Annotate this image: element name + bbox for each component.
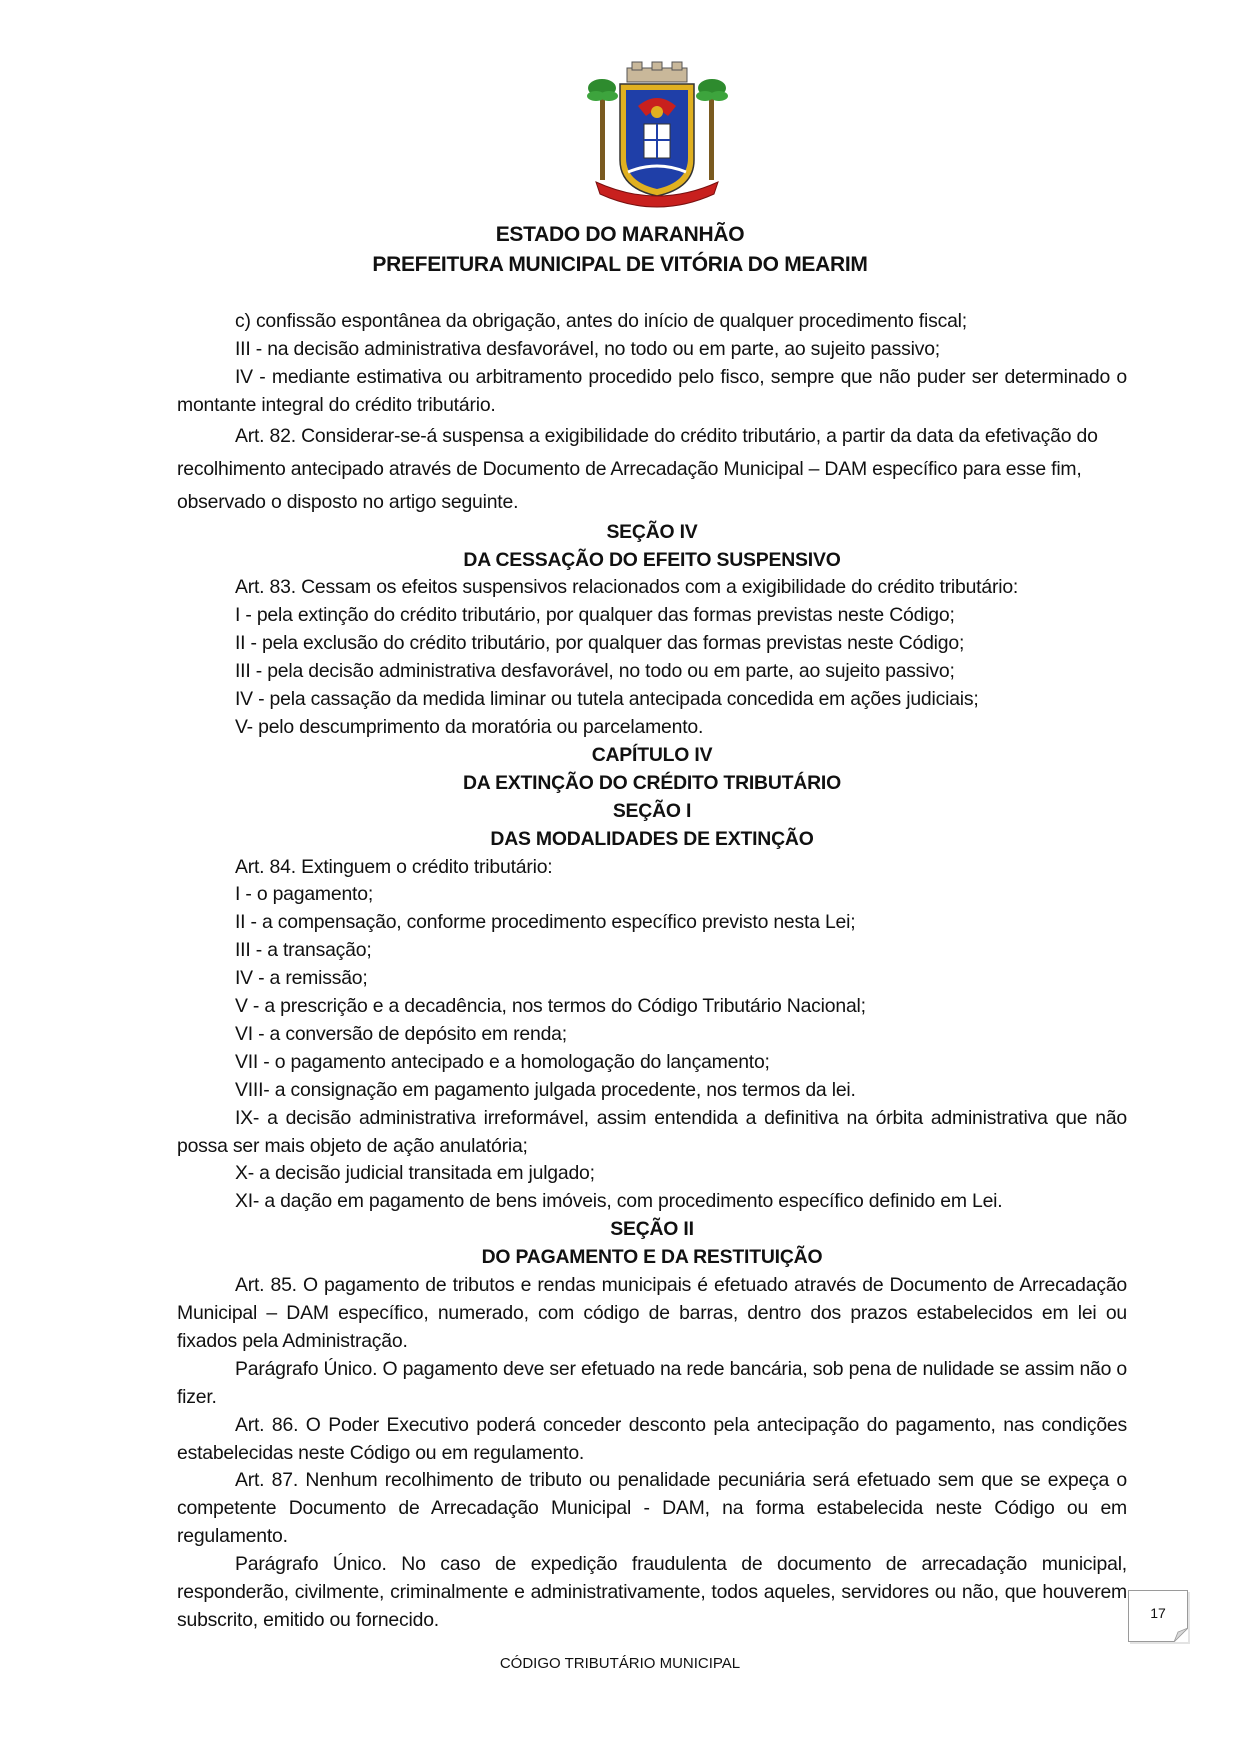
list-item: VII - o pagamento antecipado e a homologação do lançamento; (235, 1050, 770, 1073)
section-heading: SEÇÃO II (610, 1218, 694, 1241)
municipal-coat-of-arms (582, 60, 732, 210)
list-item: XI- a dação em pagamento de bens imóveis, com procedimento específico definido em Lei. (235, 1190, 1003, 1213)
chapter-title: DA EXTINÇÃO DO CRÉDITO TRIBUTÁRIO (463, 771, 841, 794)
page-number: 17 (1150, 1605, 1166, 1621)
paragraph: Art. 83. Cessam os efeitos suspensivos relacionados com a exigibilidade do crédito tributário: (235, 576, 1019, 599)
right-palm-tree (696, 79, 728, 180)
paragraph: IV - pela cassação da medida liminar ou tutela antecipada concedida em ações judiciais; (235, 688, 979, 711)
state-heading: ESTADO DO MARANHÃO (495, 223, 745, 246)
section-title: DAS MODALIDADES DE EXTINÇÃO (490, 827, 814, 850)
page-number-box (1128, 1590, 1188, 1642)
paragraph: IV - mediante estimativa ou arbitramento procedido pelo fisco, sempre que não puder ser determinado o montante integral do crédito tributário. (177, 365, 1127, 416)
document-body (177, 308, 1127, 1635)
paragraph: Art. 84. Extinguem o crédito tributário: (235, 855, 553, 878)
shield (620, 84, 694, 196)
list-item: IV - a remissão; (235, 967, 368, 990)
paragraph: V- pelo descumprimento da moratória ou parcelamento. (235, 715, 704, 738)
paragraph: III - pela decisão administrativa desfavorável, no todo ou em parte, ao sujeito passivo; (235, 660, 955, 683)
chapter-heading: CAPÍTULO IV (591, 743, 713, 766)
list-item: V - a prescrição e a decadência, nos termos do Código Tributário Nacional; (235, 995, 866, 1018)
list-item: VIII- a consignação em pagamento julgada procedente, nos termos da lei. (235, 1078, 856, 1101)
paragraph: II - pela exclusão do crédito tributário, por qualquer das formas previstas neste Código; (235, 632, 965, 655)
list-item: VI - a conversão de depósito em renda; (235, 1022, 567, 1045)
list-item: II - a compensação, conforme procedimento específico previsto nesta Lei; (235, 911, 856, 934)
paragraph: Art. 86. O Poder Executivo poderá conceder desconto pela antecipação do pagamento, nas condições estabelecidas neste Código ou em regulamento. (177, 1413, 1127, 1464)
paragraph: I - pela extinção do crédito tributário, por qualquer das formas previstas neste Código; (235, 604, 955, 627)
section-heading: SEÇÃO I (612, 799, 692, 822)
page-curl-icon (1174, 1628, 1188, 1642)
section-title: DA CESSAÇÃO DO EFEITO SUSPENSIVO (463, 548, 841, 571)
mural-crown (627, 62, 687, 82)
left-palm-tree (587, 79, 618, 180)
list-item: I - o pagamento; (235, 883, 374, 906)
document-footer: CÓDIGO TRIBUTÁRIO MUNICIPAL (499, 1655, 741, 1672)
paragraph: Parágrafo Único. O pagamento deve ser efetuado na rede bancária, sob pena de nulidade se assim não o fizer. (177, 1357, 1127, 1408)
paragraph: III - na decisão administrativa desfavorável, no todo ou em parte, ao sujeito passivo; (235, 337, 940, 360)
list-item: III - a transação; (235, 939, 372, 962)
section-heading: SEÇÃO IV (606, 520, 698, 543)
list-item: X- a decisão judicial transitada em julgado; (235, 1162, 595, 1185)
paragraph: c) confissão espontânea da obrigação, antes do início de qualquer procedimento fiscal; (235, 310, 967, 332)
paragraph: Art. 87. Nenhum recolhimento de tributo ou penalidade pecuniária será efetuado sem que se expeça o competente Documento de Arrecadação Municipal - DAM, na forma estabelecida neste Código ou em regulamento. (177, 1469, 1127, 1548)
section-title: DO PAGAMENTO E DA RESTITUIÇÃO (481, 1246, 823, 1269)
paragraph: Art. 82. Considerar-se-á suspensa a exigibilidade do crédito tributário, a partir da data da efetivação do recolhimento antecipado através de Documento de Arrecadação Municipal – DAM específico para esse fim, observado o disposto no artigo seguinte. (177, 424, 1098, 513)
list-item: IX- a decisão administrativa irreformável, assim entendida a definitiva na órbita administrativa que não possa ser mais objeto de ação anulatória; (177, 1106, 1127, 1157)
paragraph: Parágrafo Único. No caso de expedição fraudulenta de documento de arrecadação municipal, responderão, civilmente, criminalmente e administrativamente, todos aqueles, servidores ou não, que houverem subscrito, emitido ou fornecido. (177, 1553, 1127, 1631)
paragraph: Art. 85. O pagamento de tributos e rendas municipais é efetuado através de Documento de Arrecadação Municipal – DAM específico, numerado, com código de barras, dentro dos prazos estabelecidos em lei ou fixados pela Administração. (177, 1274, 1127, 1352)
municipality-heading: PREFEITURA MUNICIPAL DE VITÓRIA DO MEARIM (372, 253, 868, 276)
